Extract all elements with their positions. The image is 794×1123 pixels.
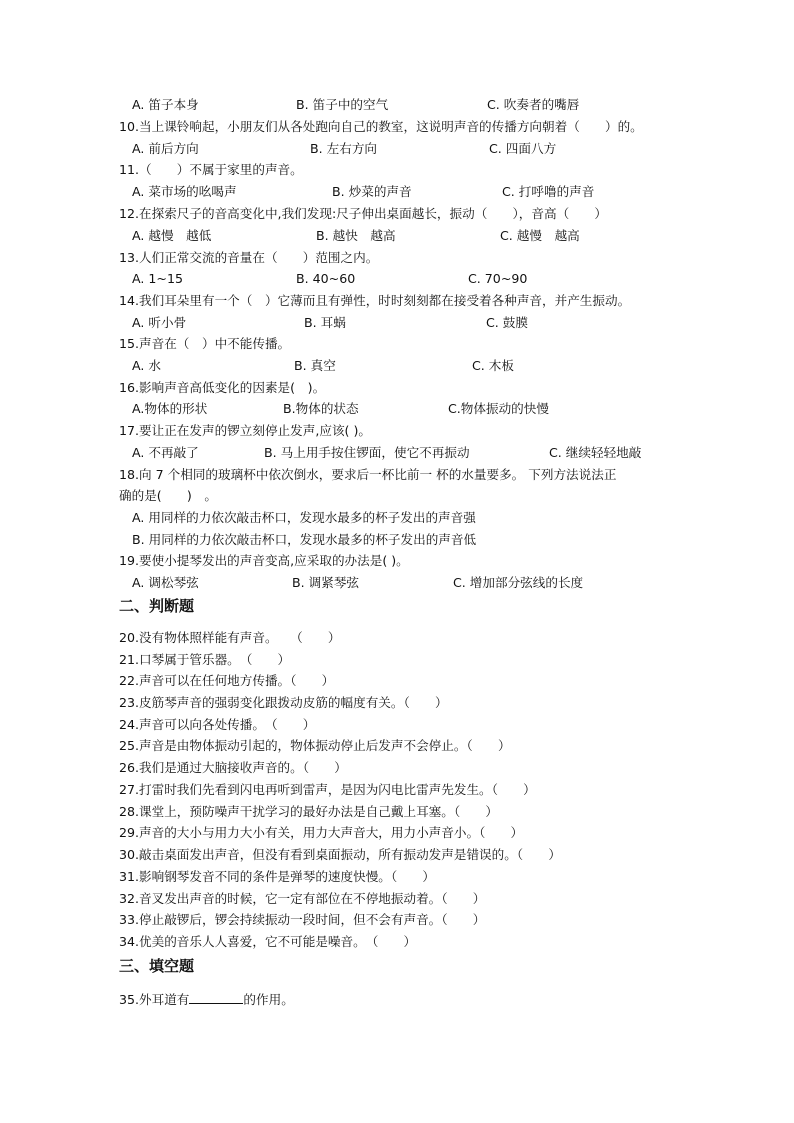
q18-option-b: B. 用同样的力依次敲击杯口，发现水最多的杯子发出的声音低 <box>132 532 477 547</box>
judgement-item: 22.声音可以在任何地方传播。（ ） <box>119 673 335 688</box>
section-title-judgement: 二、判断题 <box>119 597 195 615</box>
q11-option-a: A. 菜市场的吆喝声 <box>132 184 237 199</box>
q11-option-b: B. 炒菜的声音 <box>332 184 412 199</box>
q13-option-a: A. 1~15 <box>132 271 183 286</box>
judgement-item: 28.课堂上，预防噪声干扰学习的最好办法是自己戴上耳塞。（ ） <box>119 804 498 819</box>
q19-option-c: C. 增加部分弦线的长度 <box>453 575 584 590</box>
judgement-item: 27.打雷时我们先看到闪电再听到雷声，是因为闪电比雷声先发生。（ ） <box>119 782 536 797</box>
judgement-item: 34.优美的音乐人人喜爱，它不可能是噪音。 （ ） <box>119 934 417 949</box>
q13-option-b: B. 40~60 <box>296 271 356 286</box>
q19-option-b: B. 调紧琴弦 <box>292 575 360 590</box>
q16-option-c: C.物体振动的快慢 <box>448 401 549 416</box>
q15-option-a: A. 水 <box>132 358 161 373</box>
judgement-item: 26.我们是通过大脑接收声音的。（ ） <box>119 760 347 775</box>
q15-option-b: B. 真空 <box>294 358 336 373</box>
judgement-item: 23.皮筋琴声音的强弱变化跟拨动皮筋的幅度有关。（ ） <box>119 695 448 710</box>
q15-option-c: C. 木板 <box>472 358 514 373</box>
q12-option-b: B. 越快 越高 <box>316 228 396 243</box>
q16-option-a: A.物体的形状 <box>132 401 208 416</box>
judgement-item: 31.影响钢琴发音不同的条件是弹琴的速度快慢。（ ） <box>119 869 435 884</box>
q17-option-b: B. 马上用手按住锣面，使它不再振动 <box>264 445 470 460</box>
judgement-item: 30.敲击桌面发出声音，但没有看到桌面振动，所有振动发声是错误的。（ ） <box>119 847 561 862</box>
q18-stem-line2: 确的是( ) 。 <box>119 488 217 503</box>
q16-option-b: B.物体的状态 <box>283 401 359 416</box>
q16-stem: 16.影响声音高低变化的因素是( )。 <box>119 380 326 395</box>
q10-option-c: C. 四面八方 <box>489 141 557 156</box>
q12-option-a: A. 越慢 越低 <box>132 228 212 243</box>
q18-option-a: A. 用同样的力依次敲击杯口，发现水最多的杯子发出的声音强 <box>132 510 476 525</box>
q12-option-c: C. 越慢 越高 <box>500 228 580 243</box>
q35-text-after: 的作用。 <box>243 992 294 1007</box>
q11-stem: 11.（ ）不属于家里的声音。 <box>119 162 303 177</box>
judgement-item: 21.口琴属于管乐器。 （ ） <box>119 652 291 667</box>
q35-answer-blank[interactable] <box>189 991 243 1004</box>
q35-text-before: 35.外耳道有 <box>119 992 190 1007</box>
judgement-item: 25.声音是由物体振动引起的，物体振动停止后发声不会停止。（ ） <box>119 738 511 753</box>
judgement-item: 24.声音可以向各处传播。 （ ） <box>119 717 316 732</box>
q11-option-c: C. 打呼噜的声音 <box>502 184 595 199</box>
judgement-item: 29.声音的大小与用力大小有关，用力大声音大，用力小声音小。（ ） <box>119 825 524 840</box>
q19-stem: 19.要使小提琴发出的声音变高,应采取的办法是( )。 <box>119 553 409 568</box>
q13-stem: 13.人们正常交流的音量在（ ）范围之内。 <box>119 250 379 265</box>
judgement-item: 33.停止敲锣后，锣会持续振动一段时间，但不会有声音。（ ） <box>119 912 486 927</box>
q19-option-a: A. 调松琴弦 <box>132 575 199 590</box>
q15-stem: 15.声音在（ ）中不能传播。 <box>119 336 291 351</box>
section-title-fill-blank: 三、填空题 <box>119 957 195 975</box>
q17-stem: 17.要让正在发声的锣立刻停止发声,应该( )。 <box>119 423 371 438</box>
q17-option-c: C. 继续轻轻地敲 <box>549 445 642 460</box>
q14-option-a: A. 听小骨 <box>132 315 187 330</box>
q14-option-c: C. 鼓膜 <box>486 315 528 330</box>
q14-option-b: B. 耳蜗 <box>304 315 346 330</box>
q10-option-a: A. 前后方向 <box>132 141 199 156</box>
q9-option-b: B. 笛子中的空气 <box>296 97 389 112</box>
q35-line <box>119 991 294 1008</box>
q10-stem: 10.当上课铃响起，小朋友们从各处跑向自己的教室，这说明声音的传播方向朝着（ ）的。 <box>119 119 643 134</box>
q17-option-a: A. 不再敲了 <box>132 445 199 460</box>
q9-option-a: A. 笛子本身 <box>132 97 199 112</box>
q18-stem-line1: 18.向 7 个相同的玻璃杯中依次倒水，要求后一杯比前一 杯的水量要多。 下列方法说法正 <box>119 467 617 482</box>
q9-option-c: C. 吹奏者的嘴唇 <box>487 97 580 112</box>
q10-option-b: B. 左右方向 <box>310 141 378 156</box>
q14-stem: 14.我们耳朵里有一个（ ）它薄而且有弹性，时时刻刻都在接受着各种声音，并产生振动。 <box>119 293 631 308</box>
q12-stem: 12.在探索尺子的音高变化中,我们发现:尺子伸出桌面越长，振动（ ），音高（ ） <box>119 206 607 221</box>
judgement-item: 32.音叉发出声音的时候，它一定有部位在不停地振动着。（ ） <box>119 891 486 906</box>
q13-option-c: C. 70~90 <box>468 271 528 286</box>
judgement-item: 20.没有物体照样能有声音。 （ ） <box>119 630 341 645</box>
